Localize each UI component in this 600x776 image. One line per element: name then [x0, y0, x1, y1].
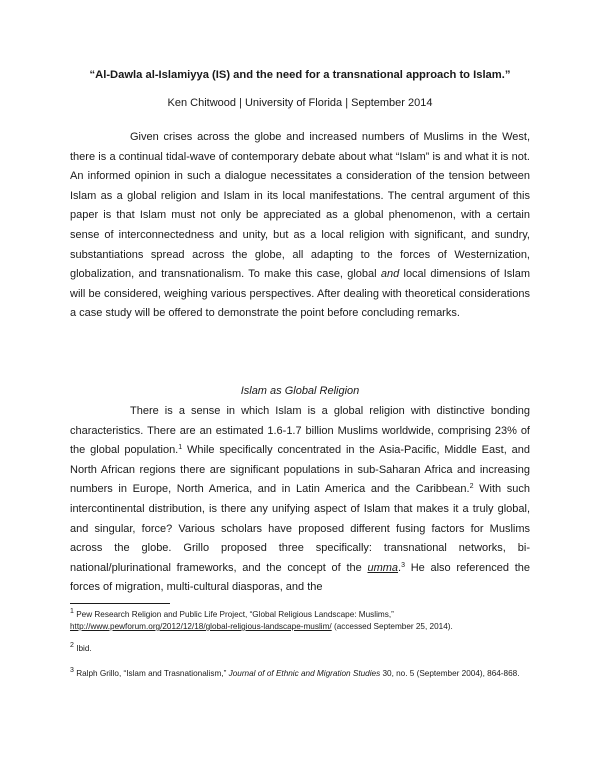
footnote-ref-2[interactable]: 2	[469, 483, 474, 491]
intro-paragraph	[70, 128, 530, 324]
footnote-ref-1[interactable]: 1	[178, 444, 183, 452]
section-text-4: He also referenced the forces of migration, multi-cultural diasporas, and the	[70, 561, 530, 594]
footnote-ref-3[interactable]: 3	[401, 561, 405, 569]
footnote-2	[70, 643, 530, 655]
section-text-2: While specifically concentrated in the Asia-Pacific, Middle East, and North African regions there are significant populations in sub-Saharan Africa and increasing numbers in Europe, North America, and in Latin America and the Caribbean.	[70, 444, 530, 496]
intro-emphasis: and	[380, 268, 400, 281]
section-heading: Islam as Global Religion	[240, 385, 360, 397]
paper-title: “Al-Dawla al-Islamiyya (IS) and the need for a transnational approach to Islam.”	[89, 69, 511, 81]
footnote-3-text: Ralph Grillo, “Islam and Trasnationalism,”	[76, 669, 229, 678]
footnote-2-number: 2	[70, 642, 74, 649]
footnote-divider	[70, 603, 170, 604]
intro-text-1: Given crises across the globe and increased numbers of Muslims in the West, there is a continual tidal-wave of contemporary debate about what “Islam” is and what it is not. An informed opinion in such a dialogue necessitates a consideration of the tension between Islam as a global religion and Islam in its local manifestations. The central argument of this paper is that Islam must not only be appreciated as a global phenomenon, with a certain sense of interconnectedness and unity, but as a local religion with significant, and sundry, substantiations spread across the globe, all adapting to the forces of Westernization, globalization, and transnationalism. To make this case, global	[70, 131, 530, 281]
footnote-3	[70, 668, 530, 680]
section-text-3: With such intercontinental distribution, is there any unifying aspect of Islam that makes it a truly global, and singular, force? Various scholars have proposed different fusing factors for Muslims across the globe. Grillo proposed three specifically: transnational networks, bi-national/plurinational frameworks, and the concept of the	[70, 483, 530, 574]
footnote-1-number: 1	[70, 608, 74, 615]
intro-text-2: local dimensions of Islam will be considered, weighing various perspectives. After dealing with theoretical considerations a case study will be offered to demonstrate the point before concluding remarks.	[70, 268, 530, 320]
footnote-1	[70, 609, 530, 633]
footnote-3-details: 30, no. 5 (September 2004), 864-868.	[380, 669, 520, 678]
footnote-1-link[interactable]: http://www.pewforum.org/2012/12/18/global-religious-landscape-muslim/	[70, 622, 332, 631]
footnote-1-accessed: (accessed September 25, 2014).	[331, 622, 453, 631]
section-text-1: There is a sense in which Islam is a global religion with distinctive bonding characteristics. There are an estimated 1.6-1.7 billion Muslims worldwide, comprising 23% of the global population.	[70, 405, 530, 457]
author-byline: Ken Chitwood | University of Florida | September 2014	[167, 97, 433, 109]
section-paragraph: There is a sense in which Islam is a global religion with distinctive bonding characteristics. There are an estimated 1.6-1.7 billion Muslims worldwide, comprising 23% of the global population.$^1$ While specifically concentrated in the Asia-Pacific, Middle East, and North African regions there are significant populations in sub-Saharan Africa and increasing numbers in Europe, North America, and in Latin America and the Caribbean.$^2$ With such intercontinental distribution, is there any unifying aspect of Islam that makes it a truly global, and singular, force? Various scholars have proposed different fusing factors for Muslims across the globe. Grillo proposed three specifically: transnational networks, bi-national/plurinational frameworks, and the concept of the umma.$^3$ He also referenced the forces of migration, multi-cultural diasporas, and the	[70, 405, 530, 594]
footnote-2-text: Ibid.	[76, 644, 92, 653]
footnote-1-text: Pew Research Religion and Public Life Project, “Global Religious Landscape: Muslims,”	[76, 610, 394, 619]
umma-term: umma	[367, 561, 399, 574]
footnote-3-journal: Journal of of Ethnic and Migration Studies	[228, 669, 381, 678]
footnote-3-number: 3	[70, 667, 74, 674]
